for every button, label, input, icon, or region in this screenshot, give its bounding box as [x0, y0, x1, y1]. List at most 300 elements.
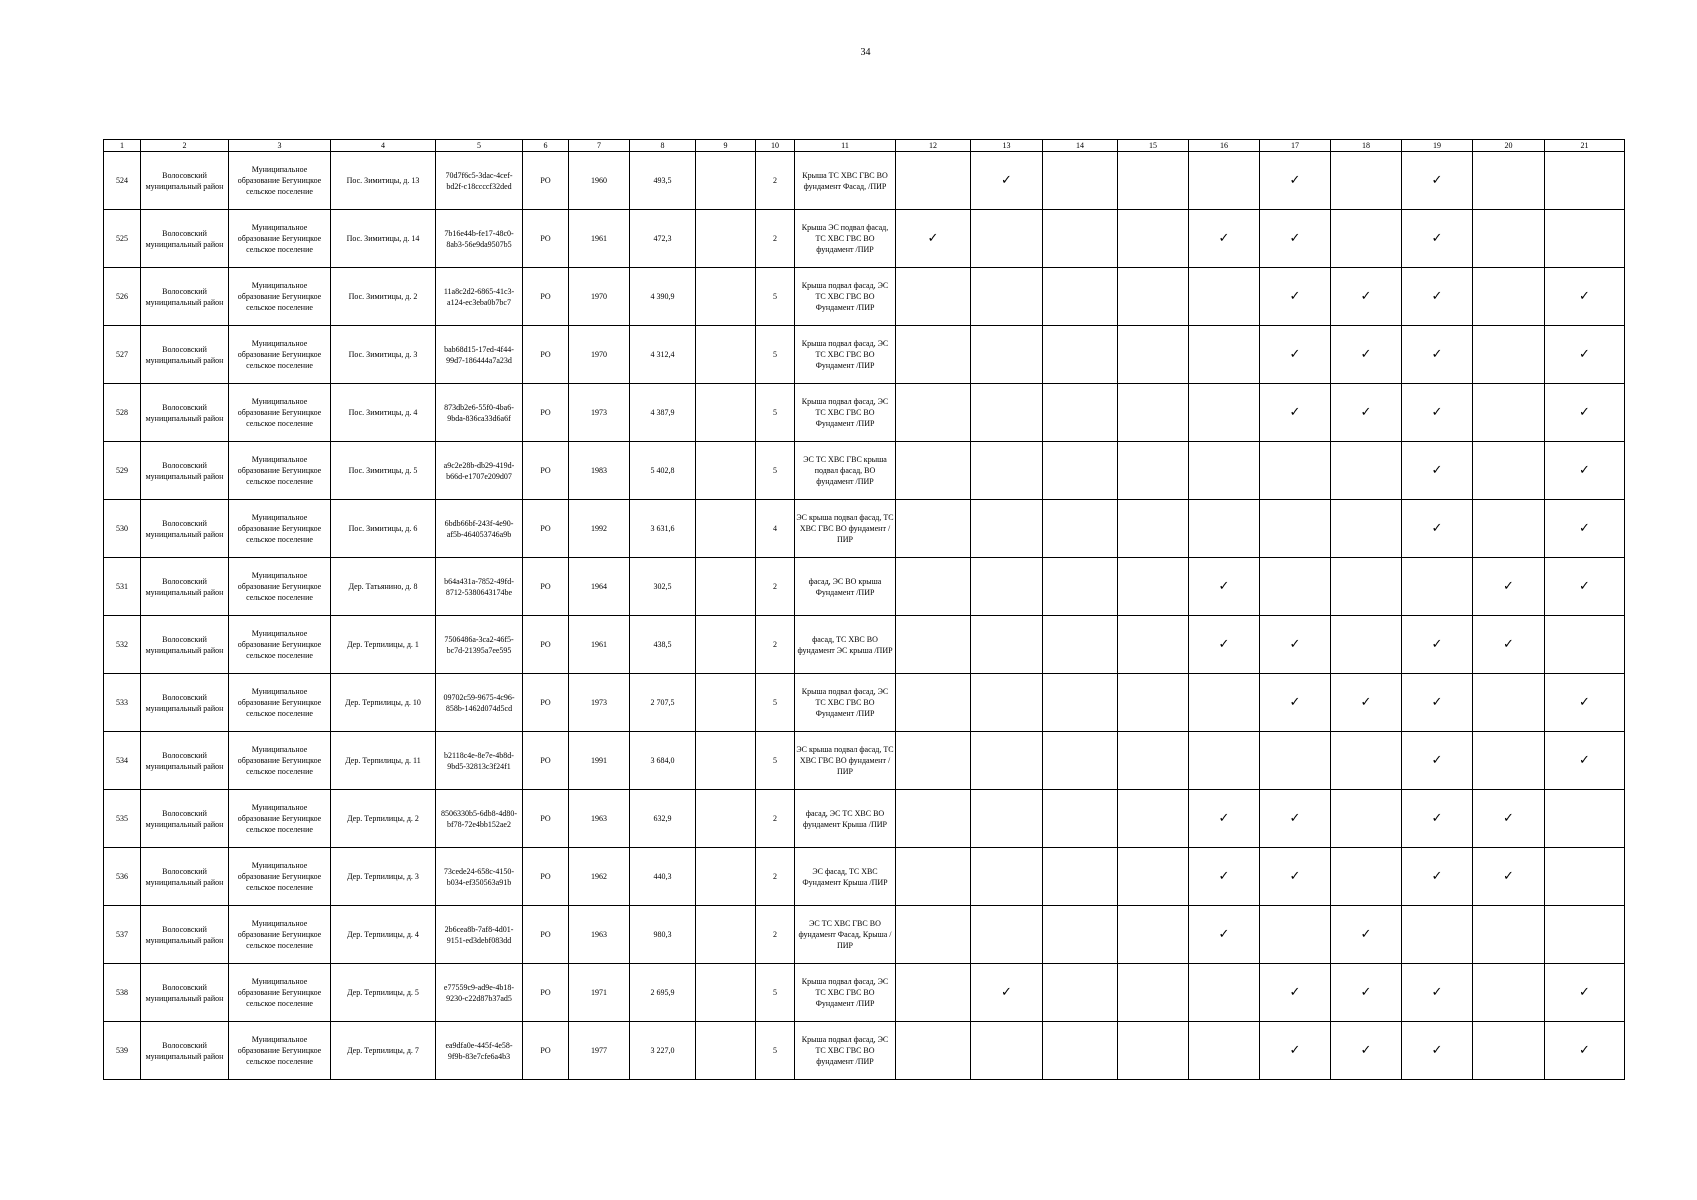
work-flag-cell-12 — [896, 558, 971, 616]
checkmark-icon: ✓ — [1360, 289, 1372, 304]
work-flag-cell-14 — [1043, 326, 1118, 384]
work-flag-cell-20 — [1473, 326, 1545, 384]
district-cell: Волосовский муниципальный район — [141, 848, 229, 906]
work-flag-cell-16 — [1189, 906, 1260, 964]
row-number-cell: 537 — [104, 906, 141, 964]
column-9-cell — [696, 384, 756, 442]
address-cell: Дер. Татьянино, д. 8 — [331, 558, 436, 616]
work-flag-cell-17 — [1260, 384, 1331, 442]
work-flag-cell-14 — [1043, 152, 1118, 210]
year-cell: 1961 — [569, 210, 630, 268]
address-cell: Дер. Терпилицы, д. 3 — [331, 848, 436, 906]
column-header-8: 8 — [630, 140, 696, 152]
row-number-cell: 528 — [104, 384, 141, 442]
checkmark-icon: ✓ — [1579, 985, 1590, 1000]
area-cell: 440,3 — [630, 848, 696, 906]
work-flag-cell-16 — [1189, 964, 1260, 1022]
work-flag-cell-15 — [1118, 210, 1189, 268]
work-flag-cell-17 — [1260, 790, 1331, 848]
checkmark-icon: ✓ — [1579, 695, 1590, 710]
work-flag-cell-19 — [1402, 1022, 1473, 1080]
area-cell: 632,9 — [630, 790, 696, 848]
guid-cell: bab68d15-17ed-4f44-99d7-186444a7a23d — [436, 326, 523, 384]
year-cell: 1983 — [569, 442, 630, 500]
checkmark-icon: ✓ — [1579, 405, 1590, 420]
table-row — [104, 384, 1625, 442]
work-flag-cell-19 — [1402, 152, 1473, 210]
floors-cell: 2 — [756, 906, 795, 964]
year-cell: 1964 — [569, 558, 630, 616]
work-flag-cell-21 — [1545, 384, 1625, 442]
address-cell: Пос. Зимитицы, д. 14 — [331, 210, 436, 268]
table-row — [104, 732, 1625, 790]
settlement-cell: Муниципальное образование Бегуницкое сельское поселение — [229, 964, 331, 1022]
ownership-type-cell: РО — [523, 152, 569, 210]
area-cell: 438,5 — [630, 616, 696, 674]
column-9-cell — [696, 558, 756, 616]
checkmark-icon: ✓ — [1579, 521, 1590, 536]
area-cell: 472,3 — [630, 210, 696, 268]
work-flag-cell-20 — [1473, 152, 1545, 210]
checkmark-icon: ✓ — [1360, 405, 1372, 420]
work-flag-cell-21 — [1545, 848, 1625, 906]
ownership-type-cell: РО — [523, 1022, 569, 1080]
checkmark-icon: ✓ — [1289, 1043, 1301, 1058]
floors-cell: 5 — [756, 384, 795, 442]
column-header-16: 16 — [1189, 140, 1260, 152]
district-cell: Волосовский муниципальный район — [141, 384, 229, 442]
address-cell: Дер. Терпилицы, д. 2 — [331, 790, 436, 848]
row-number-cell: 530 — [104, 500, 141, 558]
works-cell: фасад, ТС ХВС ВО фундамент ЭС крыша /ПИР — [795, 616, 896, 674]
floors-cell: 2 — [756, 848, 795, 906]
work-flag-cell-21 — [1545, 558, 1625, 616]
work-flag-cell-21 — [1545, 674, 1625, 732]
works-cell: ЭС ТС ХВС ГВС ВО фундамент Фасад, Крыша /ПИР — [795, 906, 896, 964]
checkmark-icon: ✓ — [1431, 811, 1443, 826]
works-cell: Крыша подвал фасад, ЭС ТС ХВС ГВС ВО Фундамент /ПИР — [795, 268, 896, 326]
settlement-cell: Муниципальное образование Бегуницкое сельское поселение — [229, 558, 331, 616]
checkmark-icon: ✓ — [1431, 637, 1443, 652]
checkmark-icon: ✓ — [1218, 869, 1230, 884]
row-number-cell: 536 — [104, 848, 141, 906]
work-flag-cell-18 — [1331, 848, 1402, 906]
work-flag-cell-21 — [1545, 790, 1625, 848]
guid-cell: 7b16e44b-fe17-48c0-8ab3-56e9da9507b5 — [436, 210, 523, 268]
guid-cell: b2118c4e-8e7e-4b8d-9bd5-32813c3f24f1 — [436, 732, 523, 790]
area-cell: 3 684,0 — [630, 732, 696, 790]
year-cell: 1971 — [569, 964, 630, 1022]
work-flag-cell-14 — [1043, 964, 1118, 1022]
work-flag-cell-20 — [1473, 210, 1545, 268]
work-flag-cell-21 — [1545, 442, 1625, 500]
work-flag-cell-20 — [1473, 442, 1545, 500]
table-row — [104, 442, 1625, 500]
table-row — [104, 674, 1625, 732]
work-flag-cell-20 — [1473, 848, 1545, 906]
checkmark-icon: ✓ — [1289, 405, 1301, 420]
floors-cell: 5 — [756, 442, 795, 500]
checkmark-icon: ✓ — [1289, 231, 1301, 246]
work-flag-cell-13 — [971, 500, 1043, 558]
row-number-cell: 535 — [104, 790, 141, 848]
checkmark-icon: ✓ — [1579, 753, 1590, 768]
column-header-3: 3 — [229, 140, 331, 152]
work-flag-cell-15 — [1118, 152, 1189, 210]
settlement-cell: Муниципальное образование Бегуницкое сельское поселение — [229, 674, 331, 732]
ownership-type-cell: РО — [523, 500, 569, 558]
column-9-cell — [696, 268, 756, 326]
row-number-cell: 524 — [104, 152, 141, 210]
district-cell: Волосовский муниципальный район — [141, 558, 229, 616]
guid-cell: 873db2e6-55f0-4ba6-9bda-836ca33d6a6f — [436, 384, 523, 442]
works-cell: Крыша подвал фасад, ЭС ТС ХВС ГВС ВО фундамент /ПИР — [795, 1022, 896, 1080]
work-flag-cell-12 — [896, 848, 971, 906]
column-9-cell — [696, 848, 756, 906]
column-header-4: 4 — [331, 140, 436, 152]
address-cell: Пос. Зимитицы, д. 6 — [331, 500, 436, 558]
work-flag-cell-18 — [1331, 906, 1402, 964]
checkmark-icon: ✓ — [1289, 637, 1301, 652]
work-flag-cell-14 — [1043, 1022, 1118, 1080]
work-flag-cell-13 — [971, 906, 1043, 964]
year-cell: 1963 — [569, 790, 630, 848]
settlement-cell: Муниципальное образование Бегуницкое сельское поселение — [229, 616, 331, 674]
checkmark-icon: ✓ — [927, 231, 939, 246]
work-flag-cell-15 — [1118, 500, 1189, 558]
work-flag-cell-21 — [1545, 326, 1625, 384]
checkmark-icon: ✓ — [1579, 1043, 1590, 1058]
address-cell: Пос. Зимитицы, д. 4 — [331, 384, 436, 442]
work-flag-cell-18 — [1331, 732, 1402, 790]
work-flag-cell-13 — [971, 1022, 1043, 1080]
work-flag-cell-12 — [896, 442, 971, 500]
work-flag-cell-17 — [1260, 674, 1331, 732]
work-flag-cell-21 — [1545, 964, 1625, 1022]
works-cell: Крыша подвал фасад, ЭС ТС ХВС ГВС ВО Фундамент /ПИР — [795, 326, 896, 384]
works-cell: ЭС ТС ХВС ГВС крыша подвал фасад, ВО фундамент /ПИР — [795, 442, 896, 500]
work-flag-cell-20 — [1473, 500, 1545, 558]
column-header-14: 14 — [1043, 140, 1118, 152]
work-flag-cell-15 — [1118, 1022, 1189, 1080]
work-flag-cell-17 — [1260, 964, 1331, 1022]
address-cell: Дер. Терпилицы, д. 4 — [331, 906, 436, 964]
column-9-cell — [696, 500, 756, 558]
ownership-type-cell: РО — [523, 268, 569, 326]
work-flag-cell-15 — [1118, 384, 1189, 442]
work-flag-cell-18 — [1331, 1022, 1402, 1080]
checkmark-icon: ✓ — [1579, 579, 1590, 594]
work-flag-cell-14 — [1043, 674, 1118, 732]
guid-cell: ea9dfa0e-445f-4e58-9f9b-83e7cfe6a4b3 — [436, 1022, 523, 1080]
ownership-type-cell: РО — [523, 616, 569, 674]
checkmark-icon: ✓ — [1001, 985, 1012, 1000]
address-cell: Дер. Терпилицы, д. 10 — [331, 674, 436, 732]
works-cell: ЭС крыша подвал фасад, ТС ХВС ГВС ВО фундамент /ПИР — [795, 732, 896, 790]
work-flag-cell-18 — [1331, 674, 1402, 732]
year-cell: 1962 — [569, 848, 630, 906]
work-flag-cell-19 — [1402, 500, 1473, 558]
checkmark-icon: ✓ — [1360, 927, 1372, 942]
work-flag-cell-12 — [896, 1022, 971, 1080]
work-flag-cell-12 — [896, 790, 971, 848]
work-flag-cell-17 — [1260, 848, 1331, 906]
work-flag-cell-17 — [1260, 558, 1331, 616]
work-flag-cell-14 — [1043, 558, 1118, 616]
guid-cell: 70d7f6c5-3dac-4cef-bd2f-c18ccccf32ded — [436, 152, 523, 210]
works-cell: Крыша ТС ХВС ГВС ВО фундамент Фасад, /ПИР — [795, 152, 896, 210]
column-9-cell — [696, 442, 756, 500]
settlement-cell: Муниципальное образование Бегуницкое сельское поселение — [229, 906, 331, 964]
checkmark-icon: ✓ — [1431, 985, 1443, 1000]
work-flag-cell-21 — [1545, 616, 1625, 674]
checkmark-icon: ✓ — [1579, 289, 1590, 304]
works-cell: Крыша подвал фасад, ЭС ТС ХВС ГВС ВО Фундамент /ПИР — [795, 964, 896, 1022]
area-cell: 2 707,5 — [630, 674, 696, 732]
work-flag-cell-13 — [971, 964, 1043, 1022]
work-flag-cell-14 — [1043, 268, 1118, 326]
work-flag-cell-13 — [971, 152, 1043, 210]
year-cell: 1963 — [569, 906, 630, 964]
row-number-cell: 532 — [104, 616, 141, 674]
work-flag-cell-16 — [1189, 210, 1260, 268]
work-flag-cell-20 — [1473, 558, 1545, 616]
column-header-11: 11 — [795, 140, 896, 152]
work-flag-cell-15 — [1118, 732, 1189, 790]
works-cell: ЭС фасад, ТС ХВС Фундамент Крыша /ПИР — [795, 848, 896, 906]
column-9-cell — [696, 732, 756, 790]
ownership-type-cell: РО — [523, 558, 569, 616]
work-flag-cell-13 — [971, 268, 1043, 326]
work-flag-cell-12 — [896, 964, 971, 1022]
address-cell: Дер. Терпилицы, д. 1 — [331, 616, 436, 674]
settlement-cell: Муниципальное образование Бегуницкое сельское поселение — [229, 732, 331, 790]
checkmark-icon: ✓ — [1218, 927, 1230, 942]
guid-cell: e77559c9-ad9e-4b18-9230-c22d87b37ad5 — [436, 964, 523, 1022]
column-header-15: 15 — [1118, 140, 1189, 152]
checkmark-icon: ✓ — [1579, 463, 1590, 478]
area-cell: 5 402,8 — [630, 442, 696, 500]
floors-cell: 2 — [756, 210, 795, 268]
work-flag-cell-14 — [1043, 500, 1118, 558]
table-row — [104, 964, 1625, 1022]
column-9-cell — [696, 152, 756, 210]
checkmark-icon: ✓ — [1431, 173, 1443, 188]
work-flag-cell-14 — [1043, 616, 1118, 674]
column-9-cell — [696, 1022, 756, 1080]
work-flag-cell-20 — [1473, 964, 1545, 1022]
guid-cell: 6bdb66bf-243f-4e90-af5b-464053746a9b — [436, 500, 523, 558]
row-number-cell: 539 — [104, 1022, 141, 1080]
work-flag-cell-13 — [971, 384, 1043, 442]
checkmark-icon: ✓ — [1289, 811, 1301, 826]
work-flag-cell-20 — [1473, 384, 1545, 442]
works-cell: Крыша ЭС подвал фасад, ТС ХВС ГВС ВО фундамент /ПИР — [795, 210, 896, 268]
checkmark-icon: ✓ — [1431, 231, 1443, 246]
work-flag-cell-18 — [1331, 326, 1402, 384]
district-cell: Волосовский муниципальный район — [141, 500, 229, 558]
column-header-9: 9 — [696, 140, 756, 152]
work-flag-cell-18 — [1331, 500, 1402, 558]
district-cell: Волосовский муниципальный район — [141, 442, 229, 500]
row-number-cell: 533 — [104, 674, 141, 732]
address-cell: Дер. Терпилицы, д. 7 — [331, 1022, 436, 1080]
year-cell: 1977 — [569, 1022, 630, 1080]
settlement-cell: Муниципальное образование Бегуницкое сельское поселение — [229, 210, 331, 268]
work-flag-cell-16 — [1189, 500, 1260, 558]
area-cell: 302,5 — [630, 558, 696, 616]
year-cell: 1970 — [569, 268, 630, 326]
area-cell: 2 695,9 — [630, 964, 696, 1022]
work-flag-cell-14 — [1043, 442, 1118, 500]
work-flag-cell-18 — [1331, 558, 1402, 616]
ownership-type-cell: РО — [523, 442, 569, 500]
column-header-1: 1 — [104, 140, 141, 152]
district-cell: Волосовский муниципальный район — [141, 152, 229, 210]
table-row — [104, 326, 1625, 384]
checkmark-icon: ✓ — [1360, 985, 1372, 1000]
work-flag-cell-21 — [1545, 268, 1625, 326]
work-flag-cell-13 — [971, 558, 1043, 616]
checkmark-icon: ✓ — [1001, 173, 1012, 188]
work-flag-cell-19 — [1402, 906, 1473, 964]
district-cell: Волосовский муниципальный район — [141, 616, 229, 674]
column-9-cell — [696, 326, 756, 384]
district-cell: Волосовский муниципальный район — [141, 674, 229, 732]
work-flag-cell-12 — [896, 384, 971, 442]
row-number-cell: 526 — [104, 268, 141, 326]
work-flag-cell-12 — [896, 268, 971, 326]
floors-cell: 4 — [756, 500, 795, 558]
settlement-cell: Муниципальное образование Бегуницкое сельское поселение — [229, 384, 331, 442]
work-flag-cell-20 — [1473, 1022, 1545, 1080]
work-flag-cell-19 — [1402, 964, 1473, 1022]
floors-cell: 5 — [756, 964, 795, 1022]
checkmark-icon: ✓ — [1431, 521, 1443, 536]
work-flag-cell-16 — [1189, 152, 1260, 210]
work-flag-cell-21 — [1545, 152, 1625, 210]
work-flag-cell-18 — [1331, 210, 1402, 268]
checkmark-icon: ✓ — [1218, 579, 1230, 594]
district-cell: Волосовский муниципальный район — [141, 732, 229, 790]
guid-cell: 11a8c2d2-6865-41c3-a124-ec3eba0b7bc7 — [436, 268, 523, 326]
work-flag-cell-13 — [971, 442, 1043, 500]
district-cell: Волосовский муниципальный район — [141, 326, 229, 384]
row-number-cell: 538 — [104, 964, 141, 1022]
table-row — [104, 268, 1625, 326]
work-flag-cell-18 — [1331, 384, 1402, 442]
work-flag-cell-20 — [1473, 268, 1545, 326]
register-table — [103, 139, 1625, 1080]
address-cell: Пос. Зимитицы, д. 3 — [331, 326, 436, 384]
area-cell: 493,5 — [630, 152, 696, 210]
work-flag-cell-19 — [1402, 848, 1473, 906]
column-header-5: 5 — [436, 140, 523, 152]
checkmark-icon: ✓ — [1289, 985, 1301, 1000]
address-cell: Пос. Зимитицы, д. 2 — [331, 268, 436, 326]
work-flag-cell-21 — [1545, 732, 1625, 790]
settlement-cell: Муниципальное образование Бегуницкое сельское поселение — [229, 326, 331, 384]
ownership-type-cell: РО — [523, 326, 569, 384]
work-flag-cell-16 — [1189, 442, 1260, 500]
work-flag-cell-14 — [1043, 732, 1118, 790]
guid-cell: 7506486a-3ca2-46f5-bc7d-21395a7ee595 — [436, 616, 523, 674]
checkmark-icon: ✓ — [1431, 405, 1443, 420]
checkmark-icon: ✓ — [1431, 753, 1443, 768]
settlement-cell: Муниципальное образование Бегуницкое сельское поселение — [229, 1022, 331, 1080]
column-header-12: 12 — [896, 140, 971, 152]
settlement-cell: Муниципальное образование Бегуницкое сельское поселение — [229, 790, 331, 848]
work-flag-cell-21 — [1545, 906, 1625, 964]
work-flag-cell-18 — [1331, 964, 1402, 1022]
checkmark-icon: ✓ — [1360, 347, 1372, 362]
work-flag-cell-14 — [1043, 384, 1118, 442]
work-flag-cell-13 — [971, 210, 1043, 268]
work-flag-cell-19 — [1402, 442, 1473, 500]
column-9-cell — [696, 790, 756, 848]
work-flag-cell-15 — [1118, 906, 1189, 964]
column-9-cell — [696, 616, 756, 674]
address-cell: Пос. Зимитицы, д. 13 — [331, 152, 436, 210]
guid-cell: 73cede24-658c-4150-b034-ef350563a91b — [436, 848, 523, 906]
guid-cell: 09702c59-9675-4c96-858b-1462d074d5cd — [436, 674, 523, 732]
work-flag-cell-19 — [1402, 616, 1473, 674]
work-flag-cell-18 — [1331, 616, 1402, 674]
year-cell: 1970 — [569, 326, 630, 384]
row-number-cell: 529 — [104, 442, 141, 500]
work-flag-cell-16 — [1189, 326, 1260, 384]
checkmark-icon: ✓ — [1218, 637, 1230, 652]
checkmark-icon: ✓ — [1289, 173, 1301, 188]
work-flag-cell-12 — [896, 500, 971, 558]
work-flag-cell-18 — [1331, 442, 1402, 500]
work-flag-cell-19 — [1402, 210, 1473, 268]
work-flag-cell-14 — [1043, 848, 1118, 906]
checkmark-icon: ✓ — [1503, 579, 1514, 594]
address-cell: Дер. Терпилицы, д. 11 — [331, 732, 436, 790]
work-flag-cell-16 — [1189, 732, 1260, 790]
column-header-20: 20 — [1473, 140, 1545, 152]
row-number-cell: 534 — [104, 732, 141, 790]
work-flag-cell-12 — [896, 152, 971, 210]
column-header-10: 10 — [756, 140, 795, 152]
column-9-cell — [696, 210, 756, 268]
table-row — [104, 152, 1625, 210]
work-flag-cell-20 — [1473, 732, 1545, 790]
row-number-cell: 527 — [104, 326, 141, 384]
address-cell: Дер. Терпилицы, д. 5 — [331, 964, 436, 1022]
checkmark-icon: ✓ — [1360, 695, 1372, 710]
work-flag-cell-16 — [1189, 268, 1260, 326]
column-header-2: 2 — [141, 140, 229, 152]
column-header-6: 6 — [523, 140, 569, 152]
work-flag-cell-20 — [1473, 674, 1545, 732]
settlement-cell: Муниципальное образование Бегуницкое сельское поселение — [229, 442, 331, 500]
settlement-cell: Муниципальное образование Бегуницкое сельское поселение — [229, 268, 331, 326]
settlement-cell: Муниципальное образование Бегуницкое сельское поселение — [229, 848, 331, 906]
table-body — [104, 140, 1625, 1080]
work-flag-cell-17 — [1260, 500, 1331, 558]
checkmark-icon: ✓ — [1431, 347, 1443, 362]
work-flag-cell-15 — [1118, 674, 1189, 732]
work-flag-cell-12 — [896, 616, 971, 674]
checkmark-icon: ✓ — [1431, 869, 1443, 884]
checkmark-icon: ✓ — [1289, 869, 1301, 884]
district-cell: Волосовский муниципальный район — [141, 906, 229, 964]
work-flag-cell-13 — [971, 674, 1043, 732]
floors-cell: 2 — [756, 558, 795, 616]
work-flag-cell-16 — [1189, 790, 1260, 848]
